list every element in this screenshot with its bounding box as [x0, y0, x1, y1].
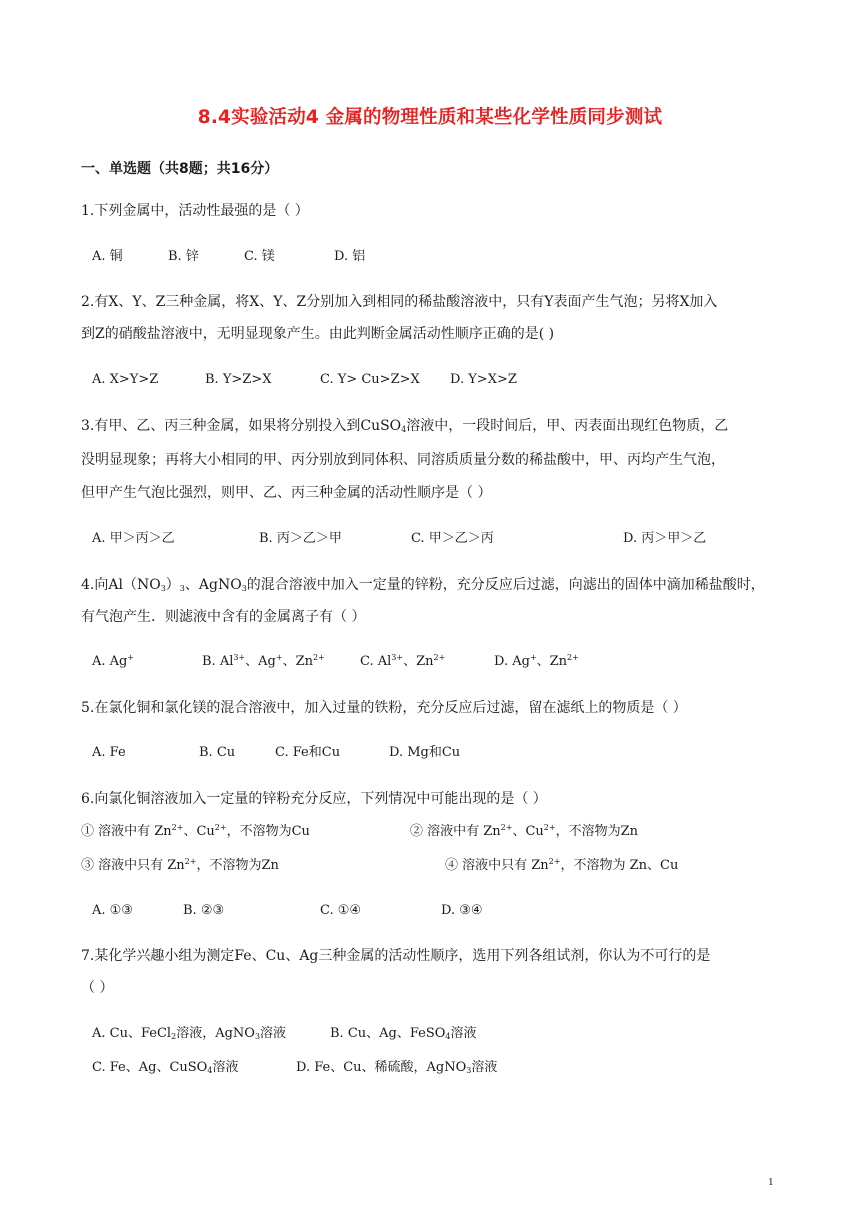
- question-3-option-b[interactable]: B. 丙＞乙＞甲: [259, 531, 342, 546]
- question-3-option-c[interactable]: C. 甲＞乙＞丙: [411, 531, 494, 546]
- question-6-option-a[interactable]: A. ①③: [92, 903, 133, 918]
- question-4-option-b[interactable]: B. $Al^{3+}$、Ag+、$Zn^{2+}$: [202, 653, 325, 669]
- question-3-option-a[interactable]: A. 甲＞丙＞乙: [92, 531, 175, 546]
- question-6-option-c[interactable]: C. ①④: [320, 903, 362, 918]
- question-4-stem-line1: 4.向$Al(NO_3)_3$、AgNO$_3$的混合溶液中加入一定量的锌粉，充分反应后过滤，向滤出的固体中滴加稀盐酸时，: [81, 577, 765, 593]
- question-5-option-c[interactable]: C. Fe和Cu: [275, 745, 341, 760]
- question-4-option-a[interactable]: A. Ag+: [92, 653, 135, 669]
- question-2-stem-line1: 2.有X、Y、Z三种金属，将X、Y、Z分别加入到相同的稀盐酸溶液中，只有Y表面产生气泡；另将X加入: [81, 294, 718, 310]
- page-title: 8.4实验活动4 金属的物理性质和某些化学性质同步测试: [197, 107, 663, 128]
- question-4-option-c[interactable]: C. $Al^{3+}$、$Zn^{2+}$: [360, 653, 446, 669]
- question-7-option-d[interactable]: D. Fe、Cu、稀硫酸，AgNO$_3$溶液: [296, 1060, 498, 1075]
- question-7-stem-line1: 7.某化学兴趣小组为测定Fe、Cu、Ag三种金属的活动性顺序，选用下列各组试剂，你认为不可行的是: [81, 948, 711, 964]
- question-5-option-b[interactable]: B. Cu: [199, 745, 236, 760]
- question-6-statement-3: ③ 溶液中只有 $Zn^{2+}$，不溶物为Zn: [81, 857, 279, 873]
- question-3-stem-line1: 3.有甲、乙、丙三种金属，如果将分别投入到CuSO$_4$溶液中，一段时间后，甲、丙表面出现红色物质，乙: [81, 418, 729, 434]
- question-3-stem-line3: 但甲产生气泡比强烈，则甲、乙、丙三种金属的活动性顺序是（ ）: [81, 485, 492, 501]
- question-5-stem: 5.在氯化铜和氯化镁的混合溶液中，加入过量的铁粉，充分反应后过滤，留在滤纸上的物质是（ ）: [81, 700, 687, 716]
- question-6-statement-1: ① 溶液中有 $Zn^{2+}$、$Cu^{2+}$，不溶物为Cu: [81, 823, 310, 839]
- question-5-option-d[interactable]: D. Mg和Cu: [389, 745, 461, 760]
- question-3-option-d[interactable]: D. 丙＞甲＞乙: [623, 531, 707, 546]
- question-1-stem: 1.下列金属中，活动性最强的是（ ）: [81, 203, 309, 219]
- question-3-stem-line2: 没明显现象；再将大小相同的甲、丙分别放到同体积、同溶质质量分数的稀盐酸中，甲、丙均产生气泡，: [81, 452, 725, 468]
- section-heading: 一、单选题（共8题；共16分）: [81, 161, 279, 177]
- question-7-stem-line2: （ ）: [81, 980, 114, 996]
- question-6-option-b[interactable]: B. ②③: [183, 903, 225, 918]
- question-4-stem-line2: 有气泡产生．则滤液中含有的金属离子有（ ）: [81, 609, 366, 625]
- question-2-option-a[interactable]: A. X>Y>Z: [92, 372, 159, 387]
- page-number: 1: [768, 1176, 774, 1188]
- question-1-option-b[interactable]: B. 锌: [168, 249, 199, 264]
- question-1-option-a[interactable]: A. 铜: [92, 249, 123, 264]
- question-7-option-c[interactable]: C. Fe、Ag、CuSO$_4$溶液: [92, 1060, 239, 1075]
- question-1-option-c[interactable]: C. 镁: [244, 249, 275, 264]
- question-2-option-c[interactable]: C. Y> Cu>Z>X: [320, 372, 420, 387]
- question-2-stem-line2: 到Z的硝酸盐溶液中，无明显现象产生。由此判断金属活动性顺序正确的是( ): [81, 326, 555, 342]
- question-4-option-d[interactable]: D. Ag+、$Zn^{2+}$: [494, 653, 579, 669]
- question-6-option-d[interactable]: D. ③④: [441, 903, 483, 918]
- question-6-statement-2: ② 溶液中有 $Zn^{2+}$、$Cu^{2+}$，不溶物为Zn: [410, 823, 638, 839]
- question-2-option-b[interactable]: B. Y>Z>X: [205, 372, 272, 387]
- question-5-option-a[interactable]: A. Fe: [92, 745, 126, 760]
- question-6-stem: 6.向氯化铜溶液加入一定量的锌粉充分反应，下列情况中可能出现的是（ ）: [81, 791, 547, 807]
- question-2-option-d[interactable]: D. Y>X>Z: [450, 372, 517, 387]
- question-7-option-b[interactable]: B. Cu、Ag、FeSO$_4$溶液: [330, 1026, 477, 1041]
- question-6-statement-4: ④ 溶液中只有 $Zn^{2+}$，不溶物为 Zn、Cu: [445, 857, 679, 873]
- question-7-option-a[interactable]: A. Cu、FeCl$_2$溶液，AgNO$_3$溶液: [92, 1026, 287, 1041]
- question-1-option-d[interactable]: D. 铝: [334, 249, 366, 264]
